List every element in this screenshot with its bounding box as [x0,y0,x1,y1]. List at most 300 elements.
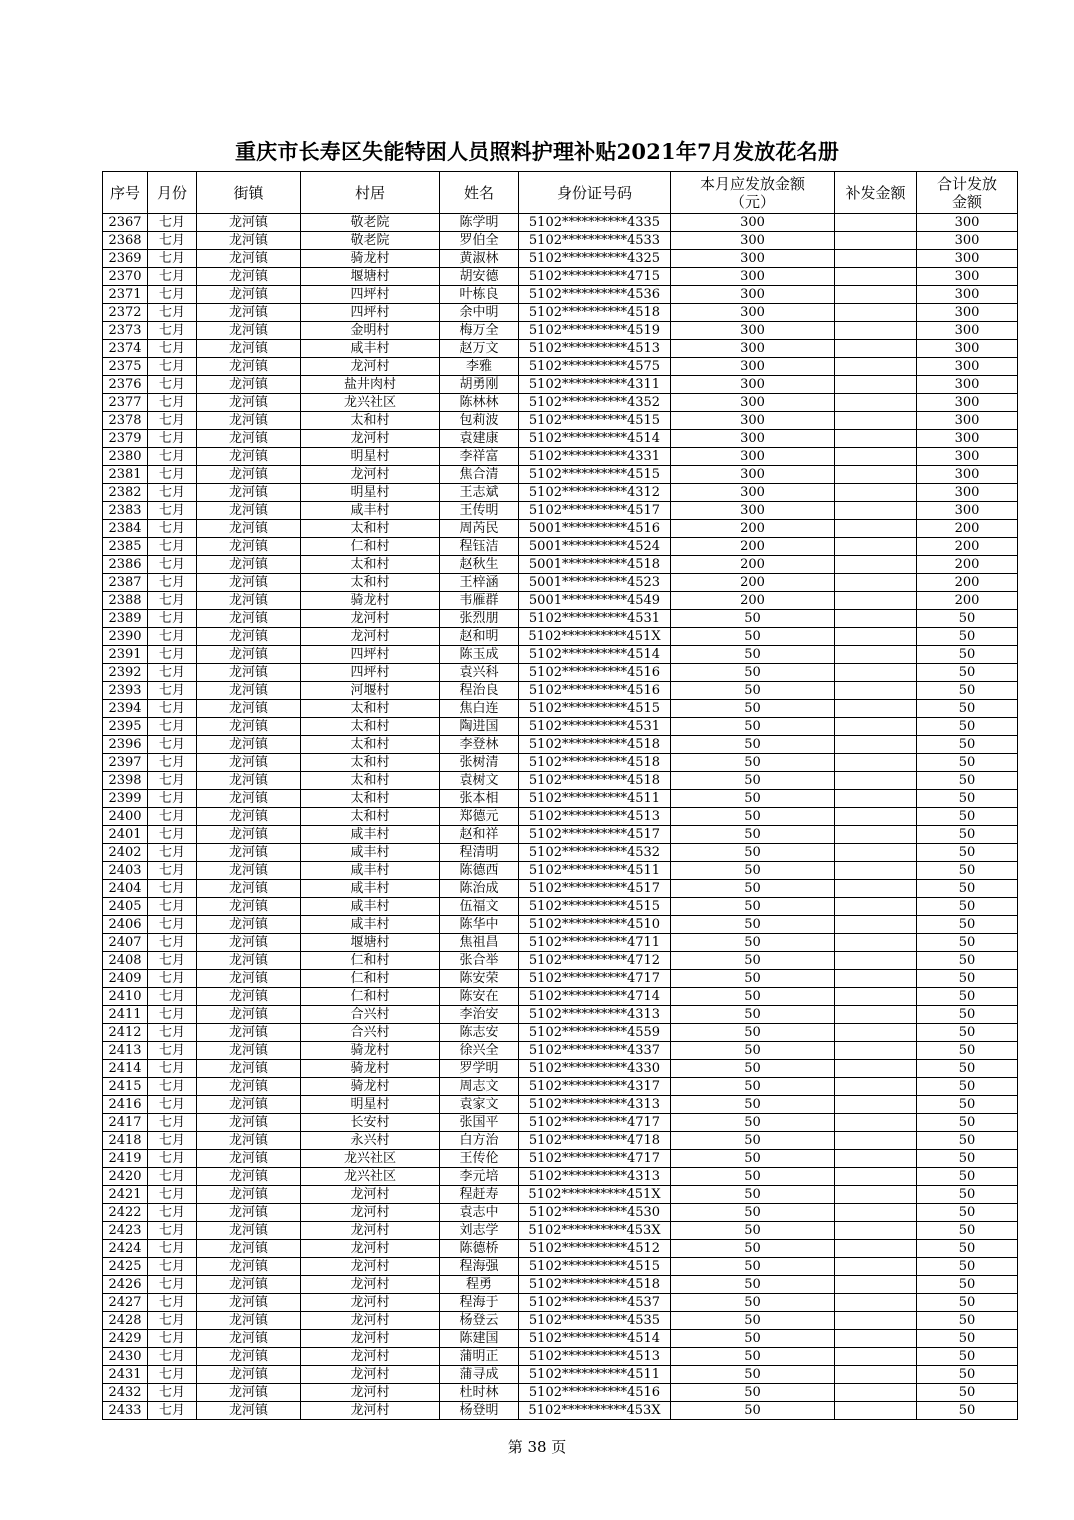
cell-town: 龙河镇 [197,1186,301,1204]
cell-town: 龙河镇 [197,574,301,592]
cell-id-number: 5102**********4517 [519,502,671,520]
table-row [103,556,1018,574]
cell-month: 七月 [148,880,197,898]
cell-village: 咸丰村 [301,826,440,844]
cell-village: 敬老院 [301,232,440,250]
cell-month: 七月 [148,1150,197,1168]
cell-name: 袁建康 [440,430,519,448]
table-row [103,664,1018,682]
cell-town: 龙河镇 [197,502,301,520]
cell-name: 周芮民 [440,520,519,538]
cell-amount-due: 200 [671,520,835,538]
cell-id-number: 5102**********4514 [519,646,671,664]
cell-village: 龙河村 [301,1312,440,1330]
table-row [103,772,1018,790]
cell-month: 七月 [148,340,197,358]
cell-seq: 2408 [103,952,148,970]
cell-back-pay [835,340,917,358]
cell-village: 龙兴社区 [301,1168,440,1186]
cell-month: 七月 [148,1222,197,1240]
cell-village: 龙河村 [301,1402,440,1420]
cell-seq: 2396 [103,736,148,754]
cell-amount-due: 50 [671,1114,835,1132]
page-number: 第 38 页 [507,1438,567,1456]
cell-town: 龙河镇 [197,1384,301,1402]
cell-id-number: 5102**********4511 [519,1366,671,1384]
table-row [103,844,1018,862]
cell-total: 50 [917,844,1018,862]
cell-back-pay [835,1222,917,1240]
cell-back-pay [835,1276,917,1294]
table-row [103,1114,1018,1132]
cell-id-number: 5102**********4312 [519,484,671,502]
cell-total: 50 [917,1204,1018,1222]
cell-town: 龙河镇 [197,1240,301,1258]
cell-back-pay [835,376,917,394]
cell-name: 陈华中 [440,916,519,934]
cell-village: 骑龙村 [301,1060,440,1078]
table-row [103,1258,1018,1276]
table-header-row [103,172,1018,214]
cell-name: 赵和明 [440,628,519,646]
cell-name: 袁树文 [440,772,519,790]
cell-town: 龙河镇 [197,538,301,556]
cell-back-pay [835,700,917,718]
cell-town: 龙河镇 [197,1150,301,1168]
cell-town: 龙河镇 [197,340,301,358]
cell-seq: 2427 [103,1294,148,1312]
cell-back-pay [835,1330,917,1348]
cell-amount-due: 50 [671,1366,835,1384]
cell-amount-due: 50 [671,1240,835,1258]
cell-id-number: 5102**********4331 [519,448,671,466]
cell-back-pay [835,1168,917,1186]
cell-month: 七月 [148,1294,197,1312]
cell-village: 骑龙村 [301,1078,440,1096]
table-row [103,484,1018,502]
cell-month: 七月 [148,1240,197,1258]
cell-back-pay [835,682,917,700]
cell-name: 袁家文 [440,1096,519,1114]
cell-seq: 2422 [103,1204,148,1222]
cell-town: 龙河镇 [197,1366,301,1384]
cell-total: 50 [917,1348,1018,1366]
table-row [103,502,1018,520]
table-row [103,1024,1018,1042]
cell-town: 龙河镇 [197,1330,301,1348]
cell-amount-due: 50 [671,1150,835,1168]
table-row [103,1006,1018,1024]
cell-month: 七月 [148,268,197,286]
cell-amount-due: 50 [671,628,835,646]
cell-seq: 2433 [103,1402,148,1420]
cell-seq: 2373 [103,322,148,340]
cell-back-pay [835,1294,917,1312]
cell-seq: 2380 [103,448,148,466]
cell-id-number: 5102**********453X [519,1402,671,1420]
cell-name: 焦祖昌 [440,934,519,952]
cell-back-pay [835,610,917,628]
cell-month: 七月 [148,1330,197,1348]
cell-total: 50 [917,1294,1018,1312]
table-row [103,754,1018,772]
table-row [103,1060,1018,1078]
cell-amount-due: 300 [671,286,835,304]
cell-month: 七月 [148,898,197,916]
cell-total: 50 [917,772,1018,790]
cell-name: 王志斌 [440,484,519,502]
cell-town: 龙河镇 [197,682,301,700]
table-row [103,1240,1018,1258]
cell-seq: 2399 [103,790,148,808]
cell-amount-due: 50 [671,1006,835,1024]
cell-village: 骑龙村 [301,250,440,268]
cell-town: 龙河镇 [197,988,301,1006]
cell-back-pay [835,826,917,844]
table-row [103,790,1018,808]
cell-total: 300 [917,304,1018,322]
cell-village: 龙河村 [301,1276,440,1294]
cell-total: 50 [917,1312,1018,1330]
cell-seq: 2387 [103,574,148,592]
cell-village: 仁和村 [301,538,440,556]
cell-month: 七月 [148,682,197,700]
cell-amount-due: 50 [671,1204,835,1222]
cell-town: 龙河镇 [197,808,301,826]
table-row [103,286,1018,304]
cell-total: 50 [917,1132,1018,1150]
table-row [103,1042,1018,1060]
cell-amount-due: 200 [671,592,835,610]
cell-month: 七月 [148,1348,197,1366]
cell-seq: 2370 [103,268,148,286]
cell-village: 太和村 [301,700,440,718]
cell-seq: 2430 [103,1348,148,1366]
table-row [103,574,1018,592]
cell-seq: 2406 [103,916,148,934]
cell-amount-due: 300 [671,268,835,286]
cell-name: 陈建国 [440,1330,519,1348]
cell-name: 陈安荣 [440,970,519,988]
cell-back-pay [835,1366,917,1384]
cell-village: 太和村 [301,718,440,736]
cell-village: 堰塘村 [301,934,440,952]
cell-back-pay [835,628,917,646]
table-row [103,448,1018,466]
cell-month: 七月 [148,484,197,502]
cell-back-pay [835,898,917,916]
table-row [103,538,1018,556]
cell-month: 七月 [148,772,197,790]
cell-village: 太和村 [301,556,440,574]
cell-name: 陈林林 [440,394,519,412]
cell-name: 张本相 [440,790,519,808]
cell-seq: 2431 [103,1366,148,1384]
cell-name: 罗学明 [440,1060,519,1078]
cell-month: 七月 [148,718,197,736]
cell-name: 杨登明 [440,1402,519,1420]
cell-seq: 2412 [103,1024,148,1042]
cell-name: 李祥富 [440,448,519,466]
cell-id-number: 5102**********4717 [519,970,671,988]
cell-month: 七月 [148,1186,197,1204]
cell-total: 300 [917,286,1018,304]
cell-id-number: 5102**********4313 [519,1006,671,1024]
cell-month: 七月 [148,1114,197,1132]
cell-month: 七月 [148,520,197,538]
cell-total: 200 [917,556,1018,574]
cell-amount-due: 50 [671,700,835,718]
cell-seq: 2402 [103,844,148,862]
cell-name: 程勇 [440,1276,519,1294]
cell-id-number: 5001**********4524 [519,538,671,556]
cell-month: 七月 [148,736,197,754]
cell-back-pay [835,484,917,502]
cell-id-number: 5102**********4717 [519,1114,671,1132]
cell-village: 太和村 [301,412,440,430]
cell-amount-due: 50 [671,664,835,682]
cell-village: 太和村 [301,754,440,772]
cell-town: 龙河镇 [197,700,301,718]
table-row [103,1348,1018,1366]
cell-name: 郑德元 [440,808,519,826]
cell-town: 龙河镇 [197,1006,301,1024]
cell-town: 龙河镇 [197,250,301,268]
cell-name: 白方治 [440,1132,519,1150]
cell-total: 300 [917,250,1018,268]
cell-village: 太和村 [301,520,440,538]
cell-seq: 2381 [103,466,148,484]
cell-village: 敬老院 [301,214,440,232]
table-row [103,682,1018,700]
cell-name: 赵万文 [440,340,519,358]
cell-town: 龙河镇 [197,592,301,610]
cell-town: 龙河镇 [197,790,301,808]
cell-total: 300 [917,448,1018,466]
cell-month: 七月 [148,952,197,970]
cell-seq: 2376 [103,376,148,394]
cell-seq: 2374 [103,340,148,358]
col-header-back-pay: 补发金额 [835,172,917,214]
cell-town: 龙河镇 [197,448,301,466]
cell-village: 太和村 [301,808,440,826]
cell-id-number: 5102**********4519 [519,322,671,340]
cell-id-number: 5102**********4313 [519,1168,671,1186]
cell-month: 七月 [148,664,197,682]
cell-seq: 2386 [103,556,148,574]
cell-month: 七月 [148,394,197,412]
cell-month: 七月 [148,1168,197,1186]
cell-village: 长安村 [301,1114,440,1132]
cell-town: 龙河镇 [197,484,301,502]
table-row [103,1330,1018,1348]
cell-id-number: 5102**********4335 [519,214,671,232]
table-row [103,808,1018,826]
cell-total: 50 [917,1366,1018,1384]
cell-town: 龙河镇 [197,646,301,664]
table-row [103,232,1018,250]
cell-back-pay [835,304,917,322]
cell-id-number: 5102**********4536 [519,286,671,304]
cell-id-number: 5001**********4518 [519,556,671,574]
cell-amount-due: 50 [671,862,835,880]
table-row [103,1168,1018,1186]
cell-name: 胡勇刚 [440,376,519,394]
cell-town: 龙河镇 [197,1078,301,1096]
cell-seq: 2424 [103,1240,148,1258]
cell-total: 50 [917,826,1018,844]
table-row [103,736,1018,754]
cell-id-number: 5102**********4575 [519,358,671,376]
cell-total: 200 [917,520,1018,538]
cell-seq: 2411 [103,1006,148,1024]
cell-month: 七月 [148,862,197,880]
cell-town: 龙河镇 [197,772,301,790]
cell-total: 300 [917,340,1018,358]
cell-id-number: 5102**********4337 [519,1042,671,1060]
cell-month: 七月 [148,934,197,952]
cell-back-pay [835,1096,917,1114]
cell-id-number: 5102**********451X [519,1186,671,1204]
cell-total: 50 [917,1276,1018,1294]
table-row [103,610,1018,628]
cell-total: 50 [917,736,1018,754]
cell-seq: 2429 [103,1330,148,1348]
cell-seq: 2410 [103,988,148,1006]
cell-seq: 2409 [103,970,148,988]
cell-seq: 2393 [103,682,148,700]
cell-id-number: 5102**********4514 [519,1330,671,1348]
cell-seq: 2382 [103,484,148,502]
cell-total: 50 [917,1222,1018,1240]
cell-total: 50 [917,1330,1018,1348]
table-row [103,1384,1018,1402]
cell-month: 七月 [148,466,197,484]
cell-total: 50 [917,754,1018,772]
cell-town: 龙河镇 [197,1204,301,1222]
cell-name: 伍福文 [440,898,519,916]
cell-back-pay [835,718,917,736]
cell-total: 50 [917,682,1018,700]
cell-month: 七月 [148,844,197,862]
cell-total: 300 [917,430,1018,448]
cell-total: 50 [917,1042,1018,1060]
cell-town: 龙河镇 [197,1132,301,1150]
cell-seq: 2416 [103,1096,148,1114]
cell-month: 七月 [148,646,197,664]
cell-town: 龙河镇 [197,844,301,862]
cell-month: 七月 [148,988,197,1006]
cell-seq: 2371 [103,286,148,304]
cell-town: 龙河镇 [197,412,301,430]
cell-id-number: 5102**********4535 [519,1312,671,1330]
cell-total: 300 [917,358,1018,376]
cell-name: 陈治成 [440,880,519,898]
cell-total: 50 [917,700,1018,718]
table-row [103,880,1018,898]
cell-total: 50 [917,1024,1018,1042]
cell-month: 七月 [148,592,197,610]
cell-back-pay [835,1006,917,1024]
cell-total: 50 [917,1096,1018,1114]
cell-back-pay [835,358,917,376]
table-row [103,934,1018,952]
cell-back-pay [835,808,917,826]
table-row [103,214,1018,232]
cell-month: 七月 [148,322,197,340]
cell-seq: 2419 [103,1150,148,1168]
cell-village: 明星村 [301,484,440,502]
cell-amount-due: 300 [671,322,835,340]
cell-village: 仁和村 [301,970,440,988]
cell-total: 300 [917,502,1018,520]
cell-id-number: 5102**********4517 [519,880,671,898]
cell-month: 七月 [148,430,197,448]
table-row [103,466,1018,484]
cell-town: 龙河镇 [197,1042,301,1060]
cell-town: 龙河镇 [197,718,301,736]
table-row [103,412,1018,430]
cell-town: 龙河镇 [197,1402,301,1420]
cell-name: 王传伦 [440,1150,519,1168]
cell-amount-due: 300 [671,394,835,412]
table-row [103,826,1018,844]
cell-name: 焦白连 [440,700,519,718]
table-row [103,862,1018,880]
cell-seq: 2375 [103,358,148,376]
cell-back-pay [835,574,917,592]
col-header-town: 街镇 [197,172,301,214]
cell-town: 龙河镇 [197,430,301,448]
cell-back-pay [835,952,917,970]
cell-id-number: 5102**********4352 [519,394,671,412]
cell-month: 七月 [148,448,197,466]
cell-name: 蒲明正 [440,1348,519,1366]
cell-town: 龙河镇 [197,934,301,952]
cell-total: 300 [917,268,1018,286]
cell-total: 50 [917,934,1018,952]
cell-id-number: 5102**********4511 [519,862,671,880]
cell-town: 龙河镇 [197,970,301,988]
cell-amount-due: 50 [671,1222,835,1240]
table-row [103,1204,1018,1222]
cell-total: 50 [917,1060,1018,1078]
cell-town: 龙河镇 [197,1060,301,1078]
table-row [103,916,1018,934]
cell-amount-due: 50 [671,844,835,862]
cell-back-pay [835,880,917,898]
cell-total: 50 [917,646,1018,664]
cell-town: 龙河镇 [197,1024,301,1042]
table-row [103,394,1018,412]
cell-town: 龙河镇 [197,1114,301,1132]
cell-village: 仁和村 [301,952,440,970]
cell-name: 李元培 [440,1168,519,1186]
cell-name: 梅万全 [440,322,519,340]
cell-month: 七月 [148,1096,197,1114]
cell-name: 蒲寻成 [440,1366,519,1384]
cell-amount-due: 300 [671,466,835,484]
cell-total: 50 [917,970,1018,988]
cell-back-pay [835,754,917,772]
cell-amount-due: 50 [671,1312,835,1330]
cell-name: 韦雁群 [440,592,519,610]
cell-town: 龙河镇 [197,736,301,754]
cell-total: 300 [917,466,1018,484]
cell-amount-due: 300 [671,412,835,430]
cell-seq: 2428 [103,1312,148,1330]
table-row [103,1096,1018,1114]
